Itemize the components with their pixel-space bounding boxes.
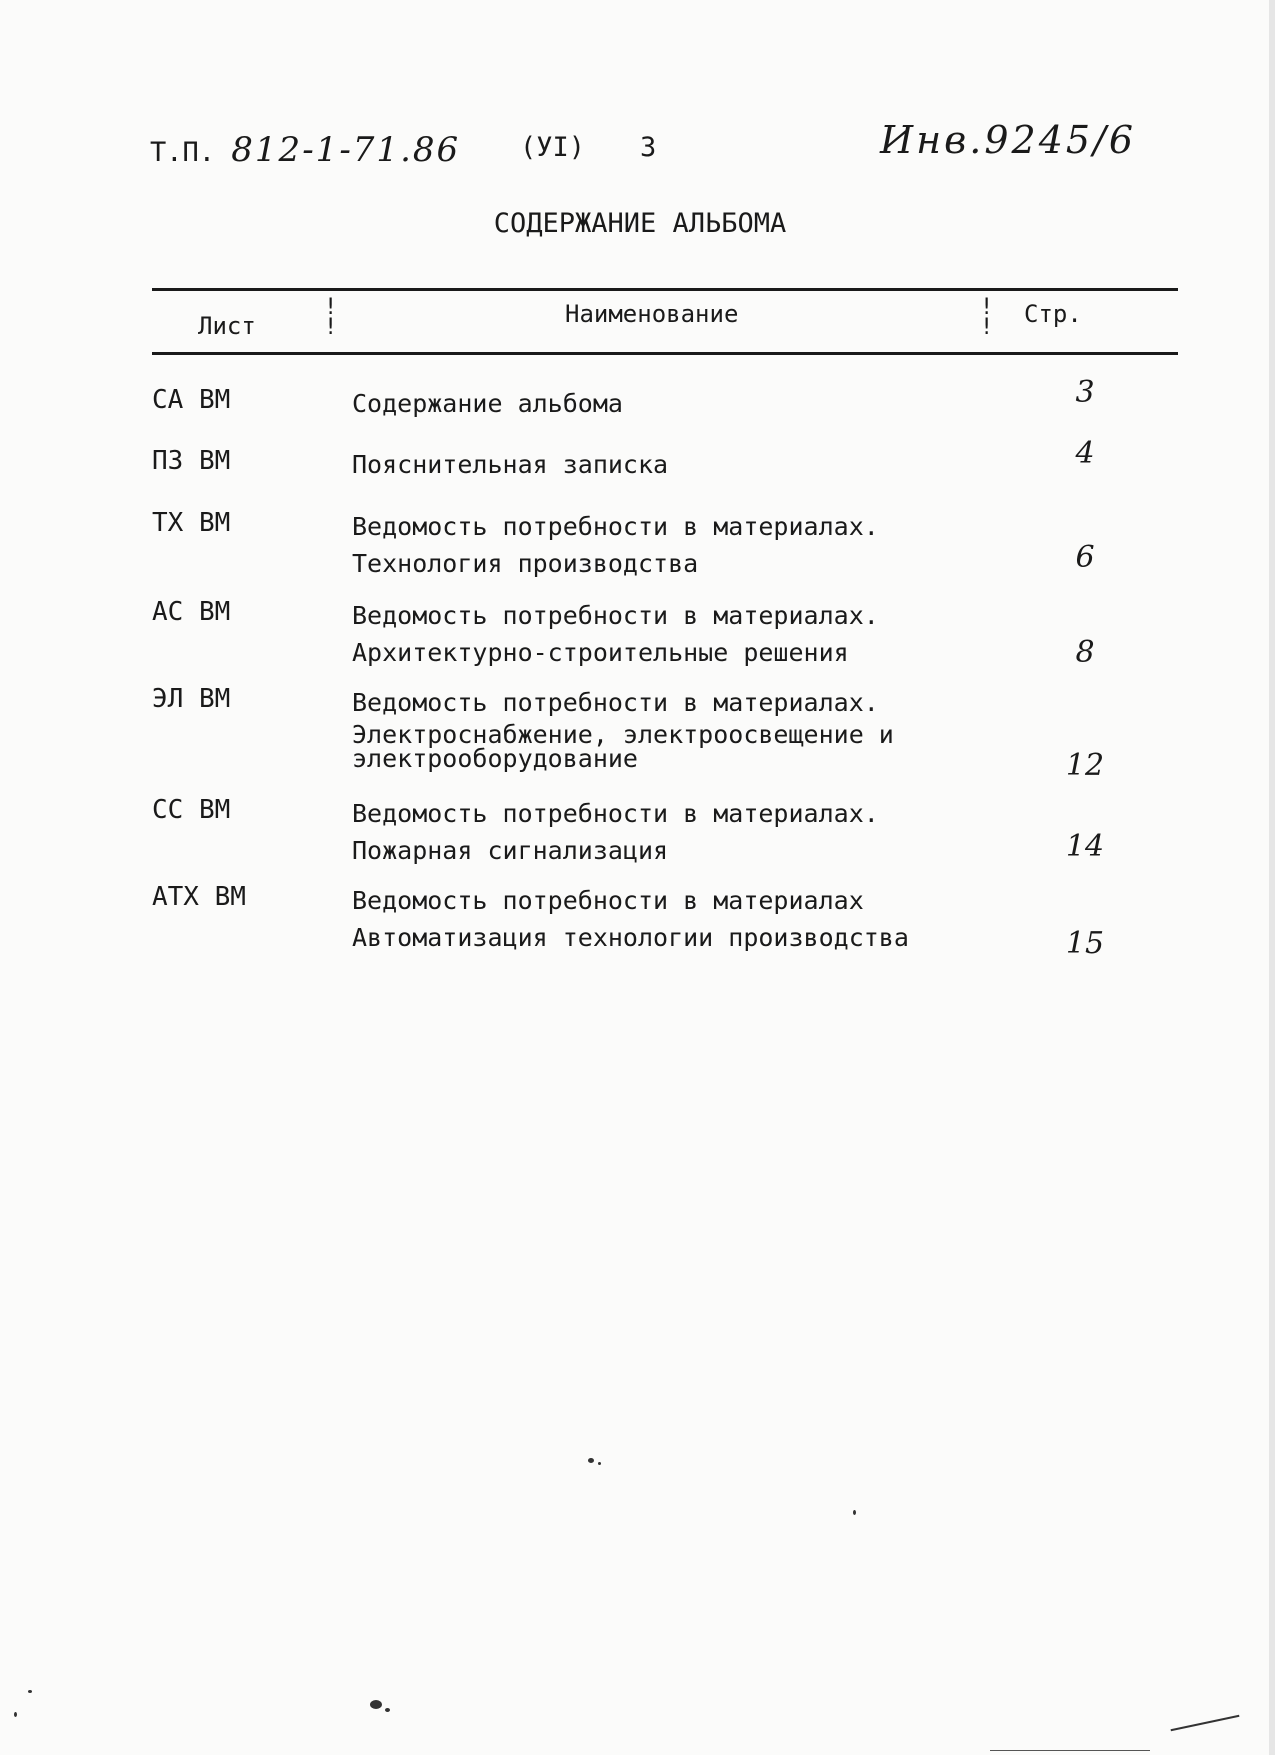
- sheet-name-line: Ведомость потребности в материалах.: [352, 601, 879, 630]
- volume-label: (УI): [520, 132, 586, 163]
- sheet-name: [352, 385, 623, 422]
- scan-mark: [990, 1750, 1150, 1751]
- scan-speck: [598, 1462, 601, 1465]
- sheet-name-line: Ведомость потребности в материалах.: [352, 512, 879, 541]
- sheet-name-line: Архитектурно-строительные решения: [352, 638, 849, 667]
- scan-speck: [14, 1712, 17, 1717]
- sheet-name-line: Ведомость потребности в материалах: [352, 886, 864, 915]
- table-top-rule: [152, 288, 1178, 291]
- sheet-name-line: Автоматизация технологии производства: [352, 923, 909, 952]
- sheet-code: СС ВМ: [152, 795, 231, 825]
- project-code: [150, 130, 460, 170]
- sheet-name-line: электрооборудование: [352, 744, 638, 773]
- inventory-number: Инв.9245/6: [880, 118, 1137, 162]
- sheet-code: ЭЛ ВМ: [152, 684, 231, 714]
- sheet-page: 6: [1075, 540, 1095, 575]
- sheet-name-line: Ведомость потребности в материалах.: [352, 799, 879, 828]
- column-divider: ! !: [980, 295, 994, 340]
- sheet-code: АС ВМ: [152, 597, 231, 627]
- sheet-name: [352, 684, 894, 771]
- sheet-name-line: Содержание альбома: [352, 389, 623, 418]
- scan-speck: [385, 1708, 390, 1712]
- project-code-handwritten: 812-1-71.86: [231, 130, 461, 170]
- sheet-name-line: Электроснабжение, электроосвещение и: [352, 720, 894, 749]
- page-edge: [1269, 0, 1275, 1755]
- sheet-page: 12: [1065, 748, 1105, 783]
- sheet-page: 4: [1075, 436, 1095, 471]
- sheet-name-line: Технология производства: [352, 549, 699, 578]
- column-divider: ! !: [324, 295, 338, 340]
- sheet-name: [352, 508, 879, 582]
- column-header-sheet: Лист: [198, 312, 256, 340]
- scan-speck: [28, 1690, 32, 1693]
- sheet-code: СА ВМ: [152, 385, 231, 415]
- sheet-page: 8: [1075, 635, 1095, 670]
- column-header-page: Стр.: [1024, 300, 1082, 328]
- sheet-name: [352, 597, 879, 671]
- sheet-page: 3: [1075, 375, 1095, 410]
- sheet-page: 15: [1065, 926, 1105, 961]
- column-header-name: Наименование: [565, 300, 739, 328]
- sheet-name-line: Ведомость потребности в материалах.: [352, 688, 879, 717]
- page-number: 3: [640, 132, 657, 163]
- sheet-page: 14: [1065, 829, 1105, 864]
- sheet-name: [352, 446, 668, 483]
- table-header-rule: [152, 352, 1178, 355]
- sheet-code: ПЗ ВМ: [152, 446, 231, 476]
- scan-speck: [853, 1510, 856, 1515]
- scan-speck: [588, 1458, 594, 1463]
- document-title: СОДЕРЖАНИЕ АЛЬБОМА: [493, 208, 787, 239]
- sheet-name-line: Пояснительная записка: [352, 450, 669, 479]
- sheet-name: [352, 882, 909, 956]
- scan-mark: [1171, 1715, 1240, 1732]
- sheet-name-line: Пожарная сигнализация: [352, 836, 669, 865]
- project-prefix: Т.П.: [150, 137, 216, 168]
- sheet-name: [352, 795, 879, 869]
- sheet-code: ТХ ВМ: [152, 508, 231, 538]
- sheet-code: АТХ ВМ: [152, 882, 246, 912]
- scan-speck: [370, 1700, 382, 1709]
